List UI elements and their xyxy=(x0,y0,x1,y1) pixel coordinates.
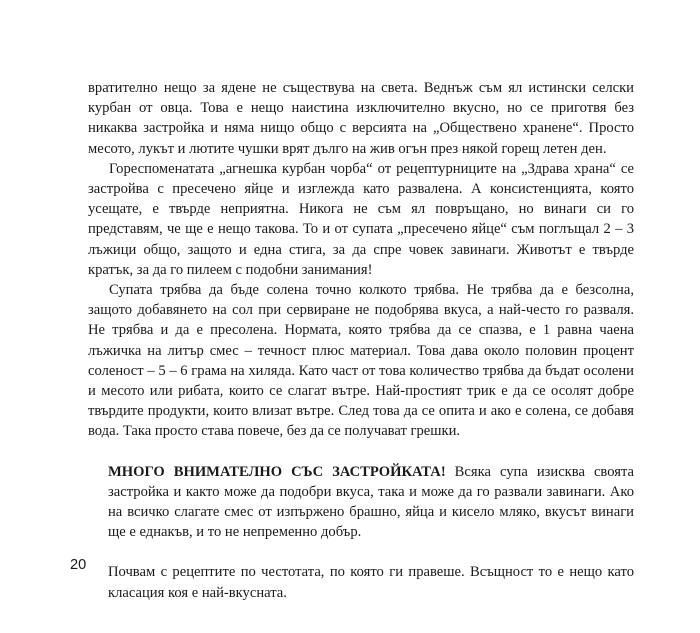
paragraph-continuation: вратително нещо за ядене не съществува на света. Веднъж съм ял истински селски курбан от овца. Това е нещо наистина изключително вкусно, но се приготвя без никаква застройка и няма нищо общо с версията на „Обществено хранене“. Просто месото, лукът и лютите чушки врят дълго на жив огън през някой горещ летен ден. xyxy=(88,80,634,157)
closing-paragraph: Почвам с рецептите по честотата, по която ги правеше. Всъщност то е нещо като класация коя е най-вкусната. xyxy=(108,564,634,601)
notice-lead: МНОГО ВНИМАТЕЛНО СЪС ЗАСТРОЙКАТА! xyxy=(108,463,446,480)
page-number: 20 xyxy=(70,557,87,573)
paragraph-kurban-chorba: Гореспоменатата „агнешка курбан чорба“ от рецептурниците на „Здрава храна“ се застройва с пресечено яйце и изглежда като развалена. А консистенцията, която усещате, е твърде неприятна. Никога не съм ял повръщано, но винаги си го представям, че ще е нещо такова. То и от супата „пресечено яйце“ съм поглъщал 2 – 3 лъжици общо, защото и една стига, за да спре човек завинаги. Животът е твърде кратък, за да го пилеем с подобни занимания! xyxy=(88,160,634,278)
notice-body: Всяка супа изисква своята застройка и както може да подобри вкуса, така и може да го развали завинаги. Ако на всичко слагате смес от изпържено брашно, яйца и кисело мляко, вкусът винаги ще е еднакъв, и то не непременно добър. xyxy=(108,463,634,541)
page-body xyxy=(88,78,634,603)
notice-paragraph xyxy=(88,462,634,543)
paragraph-salting: Супата трябва да бъде солена точно колкото трябва. Не трябва да е безсолна, защото добавянето на сол при сервиране не подобрява вкуса, а най-често го разваля. Не трябва и да е пресолена. Нормата, която трябва да се спазва, е 1 равна чаена лъжичка на литър смес – течност плюс материал. Това дава около половин процент соленост – 5 – 6 грама на хиляда. Като част от това количество трябва да бъдат осолени и месото или рибата, които се слагат вътре. Най-простият трик е да се осолят добре твърдите продукти, които влизат вътре. След това да се опита и ако е солена, се добавя вода. Така просто става повече, без да се получават грешки. xyxy=(88,282,634,440)
